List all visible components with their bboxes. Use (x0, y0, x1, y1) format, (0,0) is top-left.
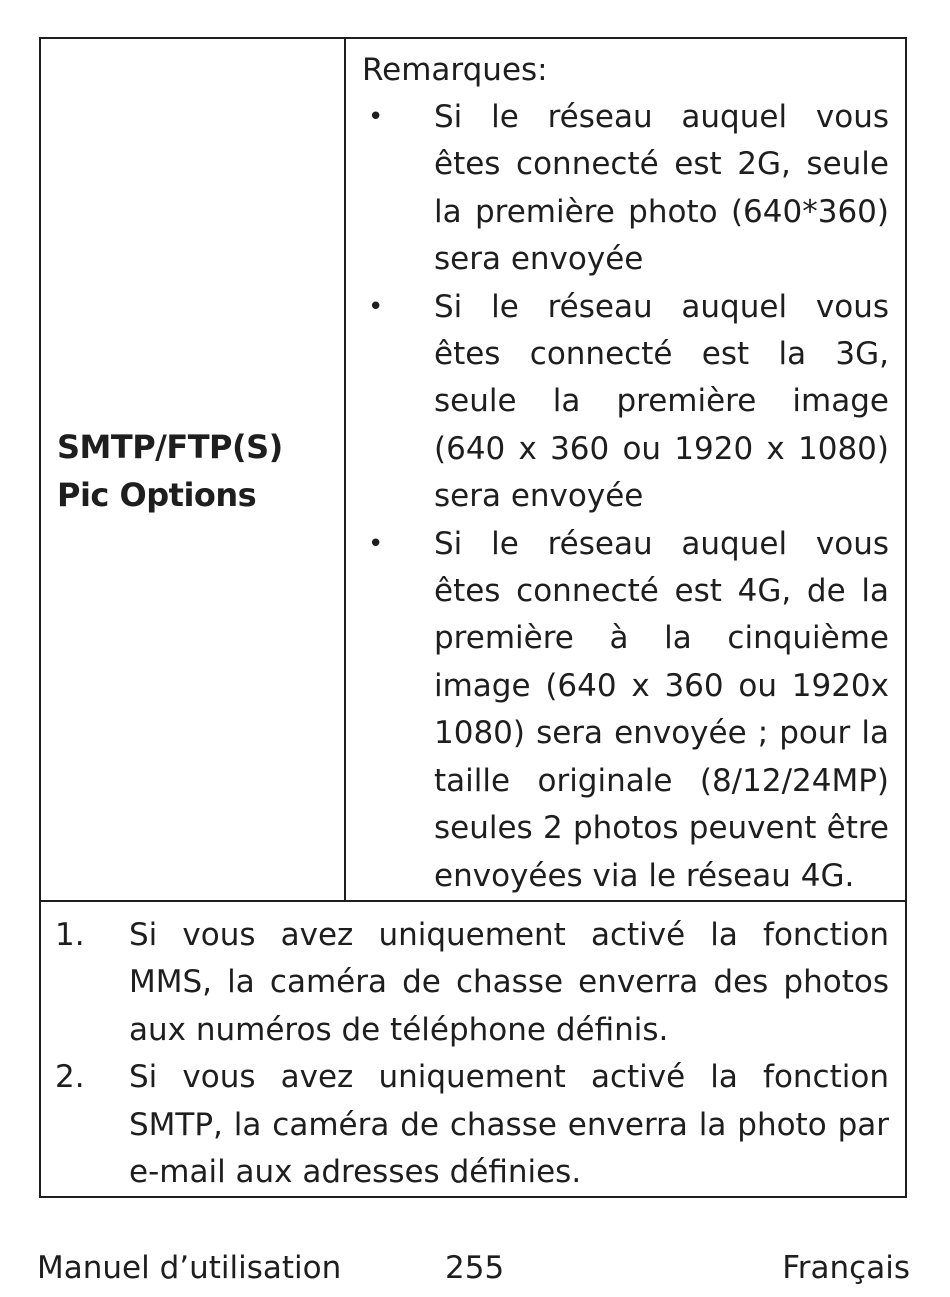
remark-text: Si le réseau auquel vous êtes connecté est 4G, de la première à la cinquième image (640 x 360 ou 1920x 1080) sera envoyée ; pour la taille originale (8/12/24MP) seules 2 photos peuvent être envoyées via le réseau 4G. (434, 525, 889, 894)
settings-table (39, 37, 907, 1198)
bullet-icon: • (368, 528, 384, 559)
remarks-list (346, 94, 905, 900)
setting-name-line-1: SMTP/FTP(S) (57, 428, 283, 466)
footer-language: Français (782, 1250, 910, 1286)
remarks-heading: Remarques: (362, 52, 548, 88)
bullet-icon: • (368, 102, 384, 132)
setting-row (41, 39, 905, 902)
remark-text: Si le réseau auquel vous êtes connecté est la 3G, seule la première image (640 x 360 ou 1920 x 1080) sera envoyée (434, 288, 889, 515)
setting-name (57, 423, 283, 519)
remark-item (346, 94, 905, 284)
note-item (41, 1054, 905, 1196)
footer-page-number: 255 (445, 1250, 505, 1286)
note-number: 2. (55, 1059, 85, 1096)
remark-item (346, 284, 905, 521)
setting-name-cell (41, 39, 346, 900)
footer-manual-label: Manuel d’utilisation (37, 1250, 342, 1286)
page-footer (37, 1243, 910, 1293)
notes-row (41, 902, 905, 1196)
note-item (41, 912, 905, 1054)
note-number: 1. (55, 917, 85, 953)
note-text: Si vous avez uniquement activé la fonction MMS, la caméra de chasse enverra des photos aux numéros de téléphone définis. (129, 917, 889, 1048)
setting-description-cell (346, 39, 905, 900)
notes-list (41, 912, 905, 1196)
note-text: Si vous avez uniquement activé la fonction SMTP, la caméra de chasse enverra la photo par e-mail aux adresses définies. (129, 1059, 889, 1191)
remark-text: Si le réseau auquel vous êtes connecté est 2G, seule la première photo (640*360) sera envoyée (434, 99, 889, 278)
bullet-icon: • (368, 291, 384, 322)
setting-name-line-2: Pic Options (57, 476, 257, 514)
remark-item (346, 521, 905, 900)
